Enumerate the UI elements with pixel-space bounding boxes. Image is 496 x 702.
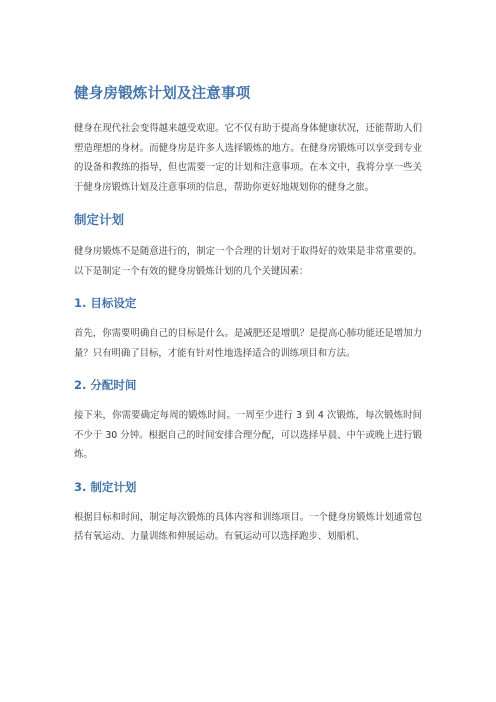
subheading-make-plan: 3. 制定计划 [74,479,137,494]
time-allocation-paragraph: 接下来，你需要确定每周的锻炼时间。一周至少进行 3 到 4 次锻炼，每次锻炼时间不少于 30 分钟。根据自己的时间安排合理分配，可以选择早晨、中午或晚上进行锻炼。 [74,410,422,460]
goal-setting-paragraph: 首先，你需要明确自己的目标是什么。是减肥还是增肌？是提高心肺功能还是增加力量？只有明确了目标，才能有针对性地选择适合的训练项目和方法。 [74,328,422,359]
document-title: 健身房锻炼计划及注意事项 [74,86,251,102]
make-plan-paragraph: 根据目标和时间，制定每次锻炼的具体内容和训练项目。一个健身房锻炼计划通常包括有氧运动、力量训练和伸展运动。有氧运动可以选择跑步、划船机、 [74,511,422,542]
subheading-time-allocation: 2. 分配时间 [74,378,137,392]
section-intro-paragraph: 健身房锻炼不是随意进行的，制定一个合理的计划对于取得好的效果是非常重要的。以下是制定一个有效的健身房锻炼计划的几个关键因素： [74,246,422,277]
section-heading-plan: 制定计划 [74,212,125,227]
intro-paragraph: 健身在现代社会变得越来越受欢迎。它不仅有助于提高身体健康状况，还能帮助人们塑造理想的身材。而健身房是许多人选择锻炼的地方。在健身房锻炼可以享受到专业的设备和教练的指导，但也需要一定的计划和注意事项。在本文中，我将分享一些关于健身房锻炼计划及注意事项的信息，帮助你更好地规划你的健身之旅。 [74,123,422,193]
subheading-goal-setting: 1. 目标设定 [74,296,137,310]
